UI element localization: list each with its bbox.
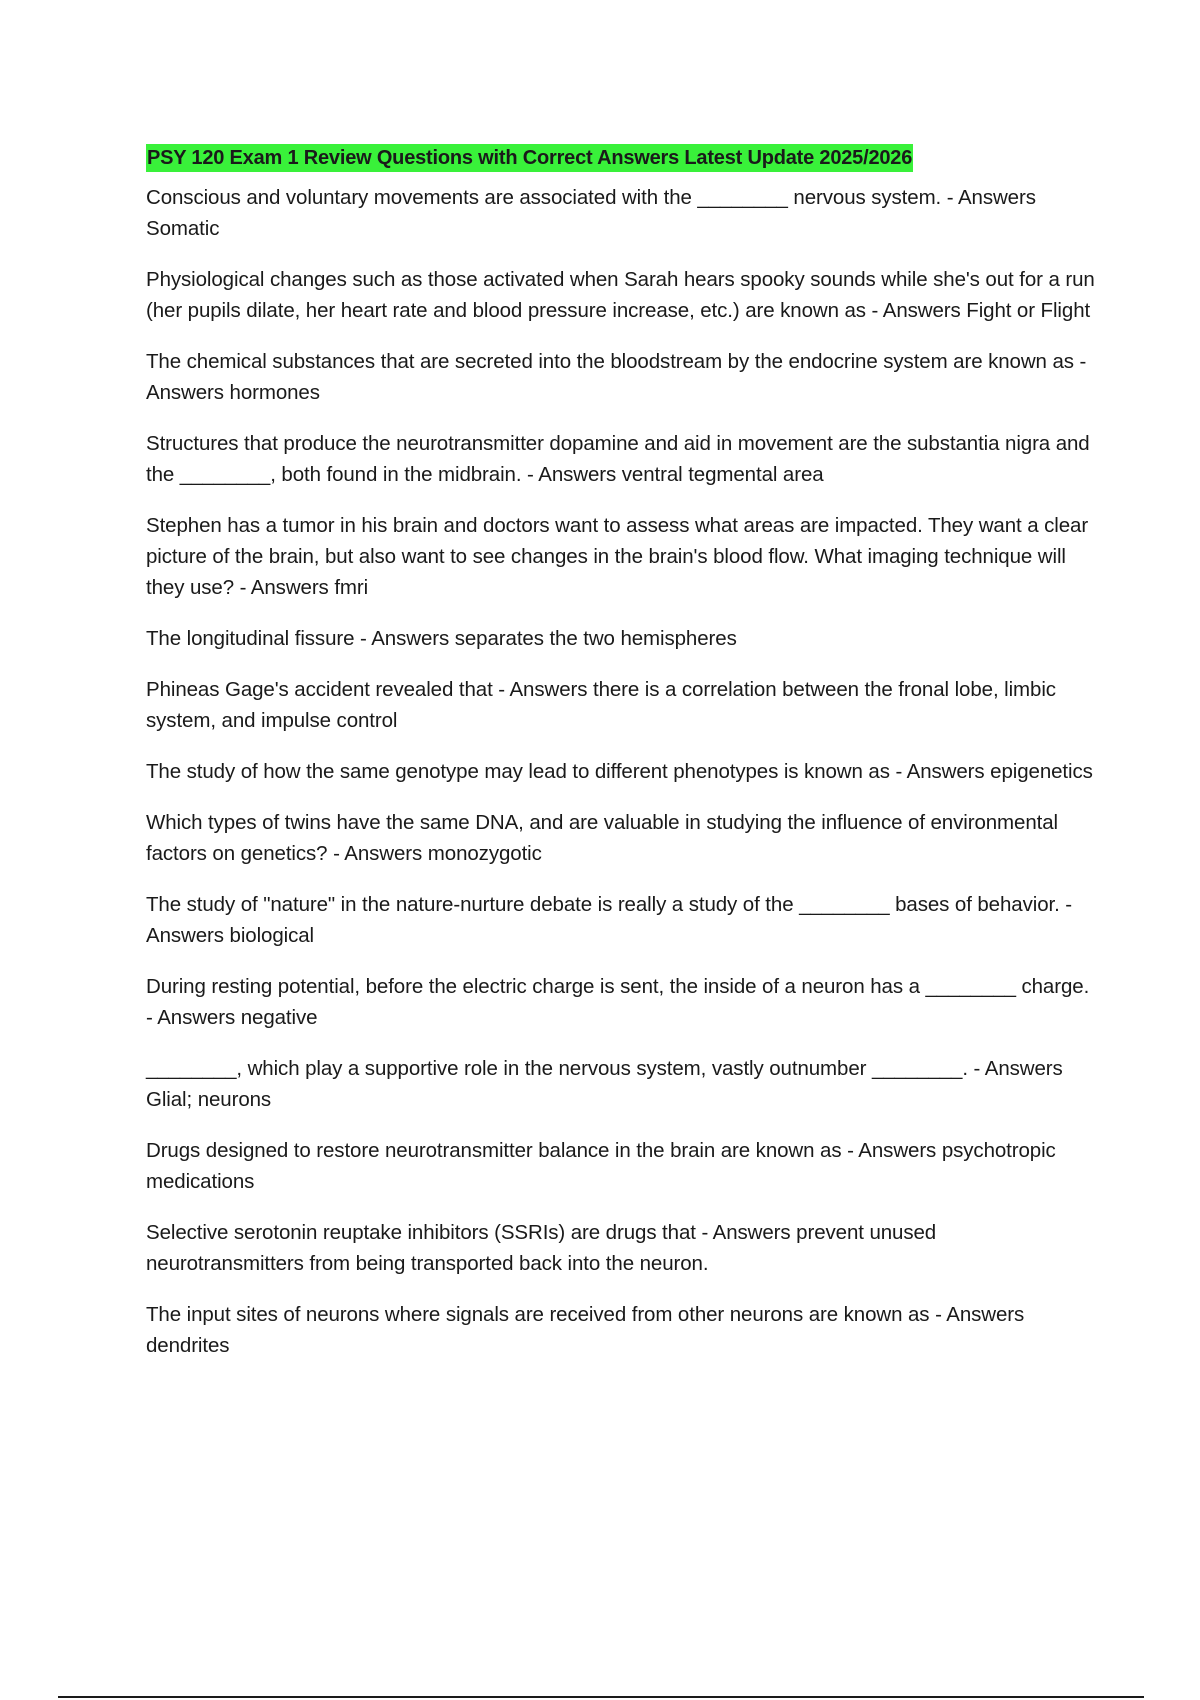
answer-text: Fight or Flight (966, 299, 1091, 322)
question-text: Selective serotonin reuptake inhibitors (SSRIs) are drugs that (146, 1221, 696, 1244)
answer-text: hormones (229, 381, 320, 404)
answer-text: dendrites (146, 1334, 230, 1357)
qa-item (146, 264, 1096, 326)
answer-text: fmri (334, 576, 369, 599)
answer-separator: - (941, 186, 958, 209)
answer-separator: - (521, 463, 539, 486)
qa-list (146, 182, 1096, 1361)
answer-prefix: Answers (344, 842, 428, 865)
qa-item (146, 1135, 1096, 1197)
answer-separator: - (146, 1006, 158, 1029)
answer-prefix: Answers (882, 299, 967, 322)
answer-prefix: Answers (157, 1006, 241, 1029)
answer-text: psychotropic medications (146, 1139, 1056, 1193)
answer-separator: - (492, 678, 510, 701)
qa-item (146, 674, 1096, 736)
question-text: The longitudinal fissure (146, 627, 355, 650)
answer-separator: - (865, 299, 883, 322)
answer-text: Somatic (146, 217, 220, 240)
answer-text: biological (229, 924, 314, 947)
answer-prefix: Answers (371, 627, 455, 650)
answer-separator: - (967, 1057, 985, 1080)
answer-text: there is a correlation between the fronal lobe, limbic system, and impulse control (146, 678, 1056, 732)
answer-prefix: Answers (146, 924, 230, 947)
answer-separator: - (695, 1221, 713, 1244)
answer-separator: - (841, 1139, 859, 1162)
qa-item (146, 182, 1096, 244)
qa-item (146, 971, 1096, 1033)
question-text: Which types of twins have the same DNA, and are valuable in studying the influence of environmental factors on genetics? (146, 811, 1058, 865)
answer-separator: - (929, 1303, 947, 1326)
answer-prefix: Answers (146, 381, 230, 404)
answer-separator: - (1073, 350, 1087, 373)
question-text: The study of "nature" in the nature-nurture debate is really a study of the ________ bases of behavior. (146, 893, 1060, 916)
qa-item (146, 346, 1096, 408)
answer-separator: - (889, 760, 907, 783)
question-text: Stephen has a tumor in his brain and doctors want to assess what areas are impacted. They want a clear picture of the brain, but also want to see changes in the brain's blood flow. What imaging technique will they use? (146, 514, 1089, 599)
document-content (146, 144, 1096, 1381)
answer-prefix: Answers (906, 760, 991, 783)
answer-prefix: Answers (957, 186, 1036, 209)
qa-item (146, 1053, 1096, 1115)
qa-item (146, 1299, 1096, 1361)
answer-prefix: Answers (509, 678, 593, 701)
answer-prefix: Answers (538, 463, 622, 486)
page-bottom-rule (58, 1696, 1144, 1698)
answer-text: separates the two hemispheres (454, 627, 737, 650)
question-text: The input sites of neurons where signals are received from other neurons are known as (146, 1303, 930, 1326)
question-text: ________, which play a supportive role in the nervous system, vastly outnumber ________. (146, 1057, 968, 1080)
answer-prefix: Answers (946, 1303, 1025, 1326)
qa-item (146, 510, 1096, 603)
answer-text: ventral tegmental area (621, 463, 824, 486)
qa-item (146, 756, 1096, 787)
qa-item (146, 1217, 1096, 1279)
answer-text: negative (240, 1006, 318, 1029)
answer-separator: - (1059, 893, 1073, 916)
question-text: The study of how the same genotype may lead to different phenotypes is known as (146, 760, 890, 783)
qa-item (146, 889, 1096, 951)
answer-prefix: Answers (984, 1057, 1063, 1080)
document-title: PSY 120 Exam 1 Review Questions with Correct Answers Latest Update 2025/2026 (146, 144, 913, 172)
answer-separator: - (354, 627, 372, 650)
answer-separator: - (234, 576, 251, 599)
qa-item (146, 428, 1096, 490)
question-text: Physiological changes such as those activated when Sarah hears spooky sounds while she's out for a run (her pupils dilate, her heart rate and blood pressure increase, etc.) are known as (146, 268, 1095, 322)
answer-separator: - (327, 842, 345, 865)
answer-text: Glial; neurons (146, 1088, 272, 1111)
question-text: Conscious and voluntary movements are associated with the ________ nervous system. (146, 186, 942, 209)
qa-item (146, 807, 1096, 869)
answer-text: prevent unused neurotransmitters from being transported back into the neuron. (146, 1221, 937, 1275)
qa-item (146, 623, 1096, 654)
question-text: Structures that produce the neurotransmitter dopamine and aid in movement are the substantia nigra and the ________, both found in the midbrain. (146, 432, 1090, 486)
answer-prefix: Answers (250, 576, 335, 599)
answer-prefix: Answers (858, 1139, 942, 1162)
answer-text: monozygotic (427, 842, 542, 865)
question-text: The chemical substances that are secreted into the bloodstream by the endocrine system are known as (146, 350, 1074, 373)
question-text: Phineas Gage's accident revealed that (146, 678, 493, 701)
question-text: Drugs designed to restore neurotransmitter balance in the brain are known as (146, 1139, 842, 1162)
question-text: During resting potential, before the electric charge is sent, the inside of a neuron has a ________ charge. (146, 975, 1090, 998)
answer-text: epigenetics (990, 760, 1093, 783)
answer-prefix: Answers (712, 1221, 797, 1244)
